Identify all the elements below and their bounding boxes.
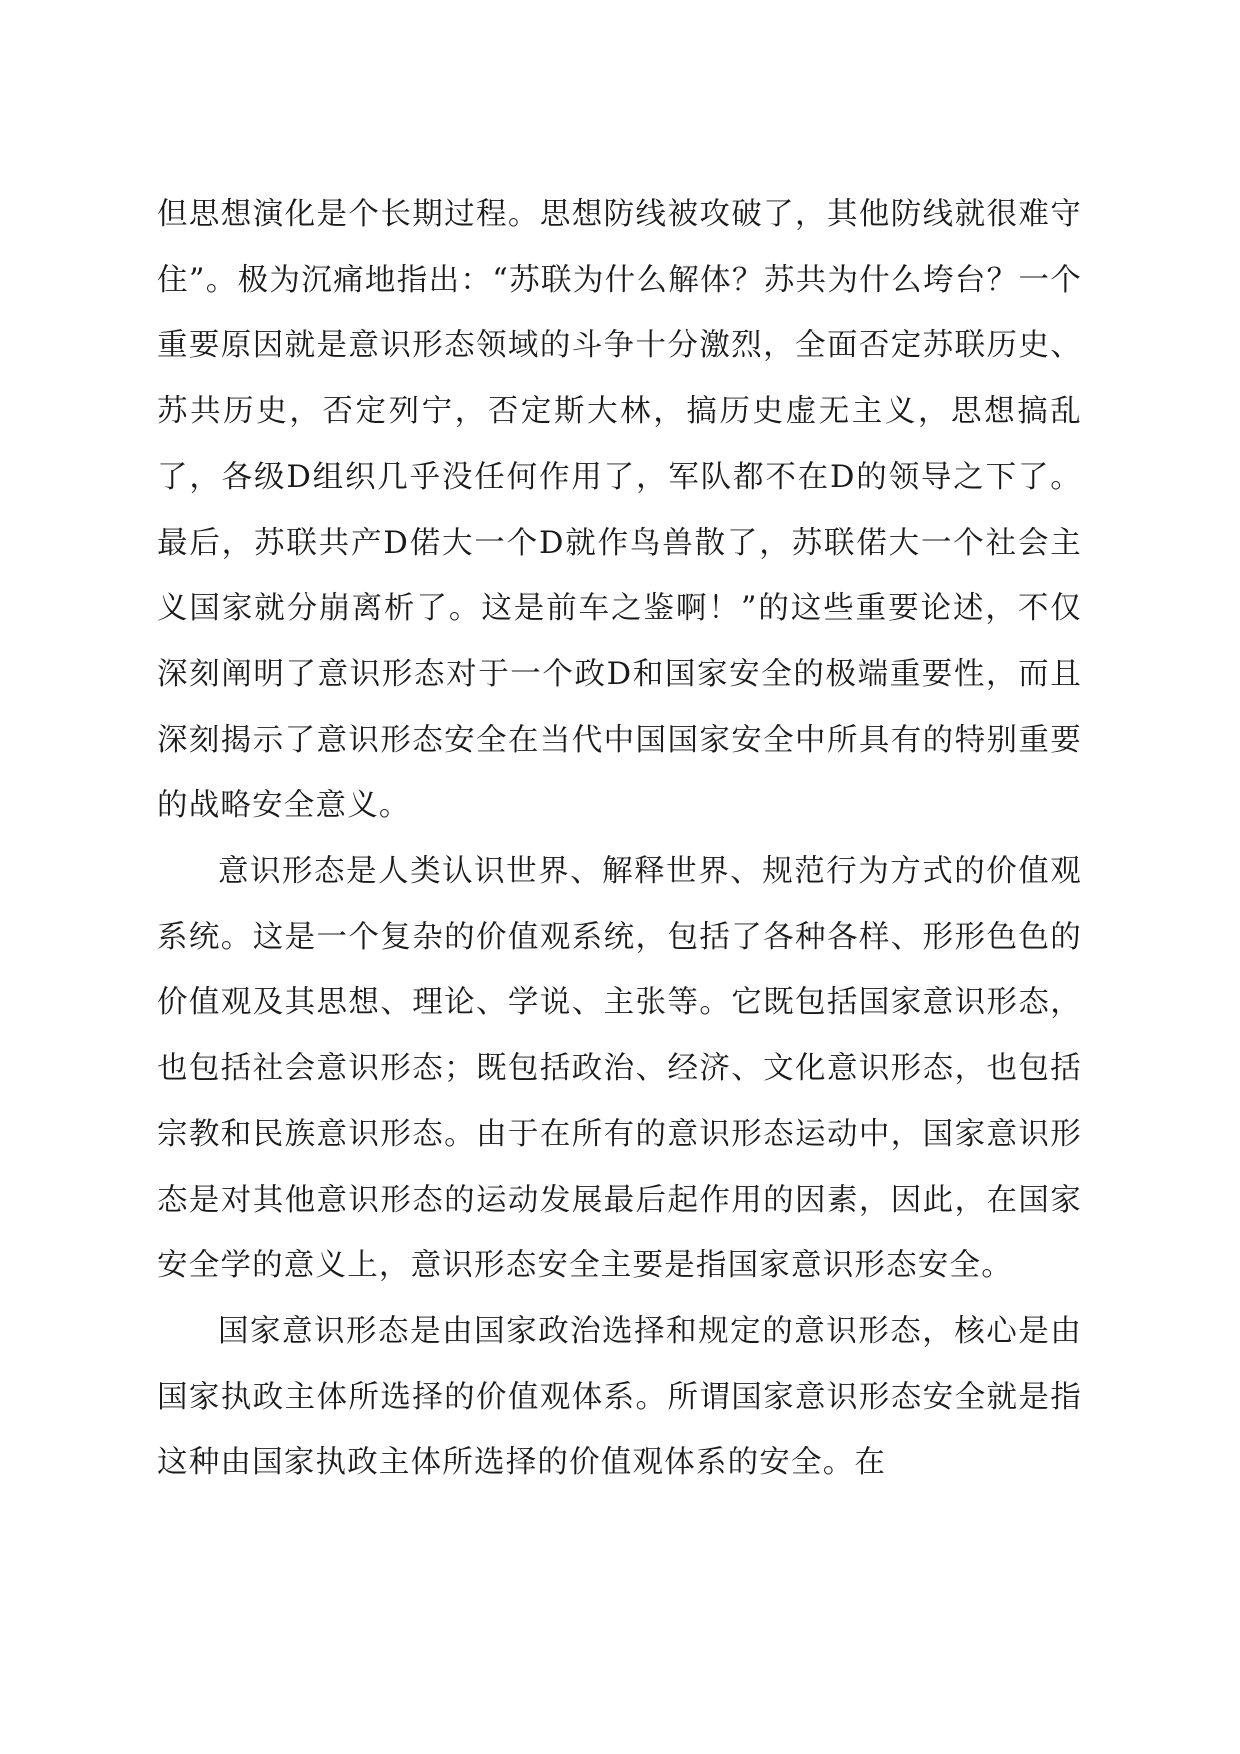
body-text	[157, 182, 1082, 1496]
paragraph-3: 国家意识形态是由国家政治选择和规定的意识形态，核心是由国家执政主体所选择的价值观体系。所谓国家意识形态安全就是指这种由国家执政主体所选择的价值观体系的安全。在	[157, 1313, 1082, 1481]
paragraph-1: 但思想演化是个长期过程。思想防线被攻破了，其他防线就很难守住”。极为沉痛地指出：“苏联为什么解体？苏共为什么垮台？一个重要原因就是意识形态领域的斗争十分激烈，全面否定苏联历史、苏共历史，否定列宁，否定斯大林，搞历史虚无主义，思想搞乱了，各级D组织几乎没任何作用了，军队都不在D的领导之下了。最后，苏联共产D偌大一个D就作鸟兽散了，苏联偌大一个社会主义国家就分崩离析了。这是前车之鉴啊！”的这些重要论述，不仅深刻阐明了意识形态对于一个政D和国家安全的极端重要性，而且深刻揭示了意识形态安全在当代中国国家安全中所具有的特别重要的战略安全意义。	[157, 197, 1082, 824]
paragraph-2: 意识形态是人类认识世界、解释世界、规范行为方式的价值观系统。这是一个复杂的价值观系统，包括了各种各样、形形色色的价值观及其思想、理论、学说、主张等。它既包括国家意识形态，也包括社会意识形态；既包括政治、经济、文化意识形态，也包括宗教和民族意识形态。由于在所有的意识形态运动中，国家意识形态是对其他意识形态的运动发展最后起作用的因素，因此，在国家安全学的意义上，意识形态安全主要是指国家意识形态安全。	[157, 854, 1082, 1284]
